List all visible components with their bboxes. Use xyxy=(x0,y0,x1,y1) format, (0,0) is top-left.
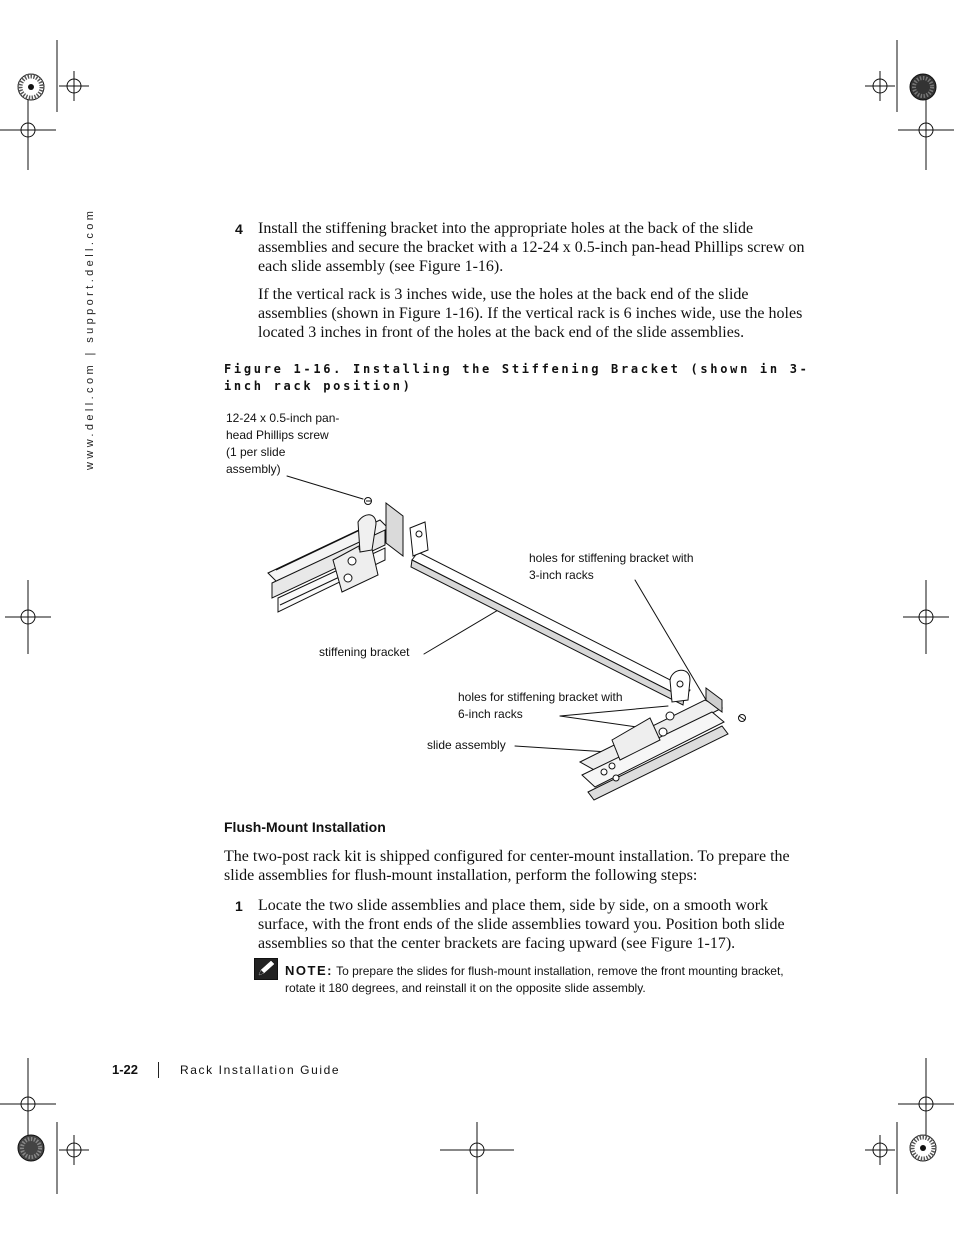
sidebar-url: www.dell.com | support.dell.com xyxy=(84,207,96,470)
figure-title: Figure 1-16. Installing the Stiffening Bracket (shown in 3-inch rack position) xyxy=(224,362,810,393)
callout-holes-3-inch: holes for stiffening bracket with 3-inch racks xyxy=(529,551,694,582)
callout-stiffening-bracket: stiffening bracket xyxy=(319,645,410,659)
step-number: 1 xyxy=(235,898,243,914)
callout-slide-assembly: slide assembly xyxy=(427,738,506,752)
callout-screw: 12-24 x 0.5-inch pan-head Phillips screw (1 per slide assembly) xyxy=(226,411,340,476)
page-number: 1-22 xyxy=(112,1062,139,1077)
callout-holes-6-inch: holes for stiffening bracket with 6-inch racks xyxy=(458,690,623,721)
note-pencil-icon xyxy=(254,958,278,980)
section-intro: The two-post rack kit is shipped configured for center-mount installation. To prepare the slide assemblies for flush-mount installation, perform the following steps: xyxy=(224,848,790,884)
footer-title: Rack Installation Guide xyxy=(180,1063,341,1077)
section-heading: Flush-Mount Installation xyxy=(224,819,386,835)
step-text: Locate the two slide assemblies and place them, side by side, on a smooth work surface, with the front ends of the slide assemblies toward you. Position both slide assemblies so that the center brackets are facing upward (see Figure 1-17). xyxy=(258,897,785,952)
step-followup-text: If the vertical rack is 3 inches wide, use the holes at the back end of the slide assemblies (shown in Figure 1-16). If the vertical rack is 6 inches wide, use the holes located 3 inches in front of the holes at the back end of the slide assemblies. xyxy=(258,286,803,341)
step-text: Install the stiffening bracket into the appropriate holes at the back of the slide assemblies and secure the bracket with a 12-24 x 0.5-inch pan-head Phillips screw on each slide assembly (see Figure 1-16). xyxy=(258,220,805,275)
note-text: To prepare the slides for flush-mount installation, remove the front mounting bracket, rotate it 180 degrees, and reinstall it on the opposite slide assembly. xyxy=(285,964,784,995)
footer-divider xyxy=(158,1062,159,1078)
step-number: 4 xyxy=(235,221,243,237)
note-label: NOTE: xyxy=(285,963,333,978)
note-block xyxy=(285,962,805,997)
